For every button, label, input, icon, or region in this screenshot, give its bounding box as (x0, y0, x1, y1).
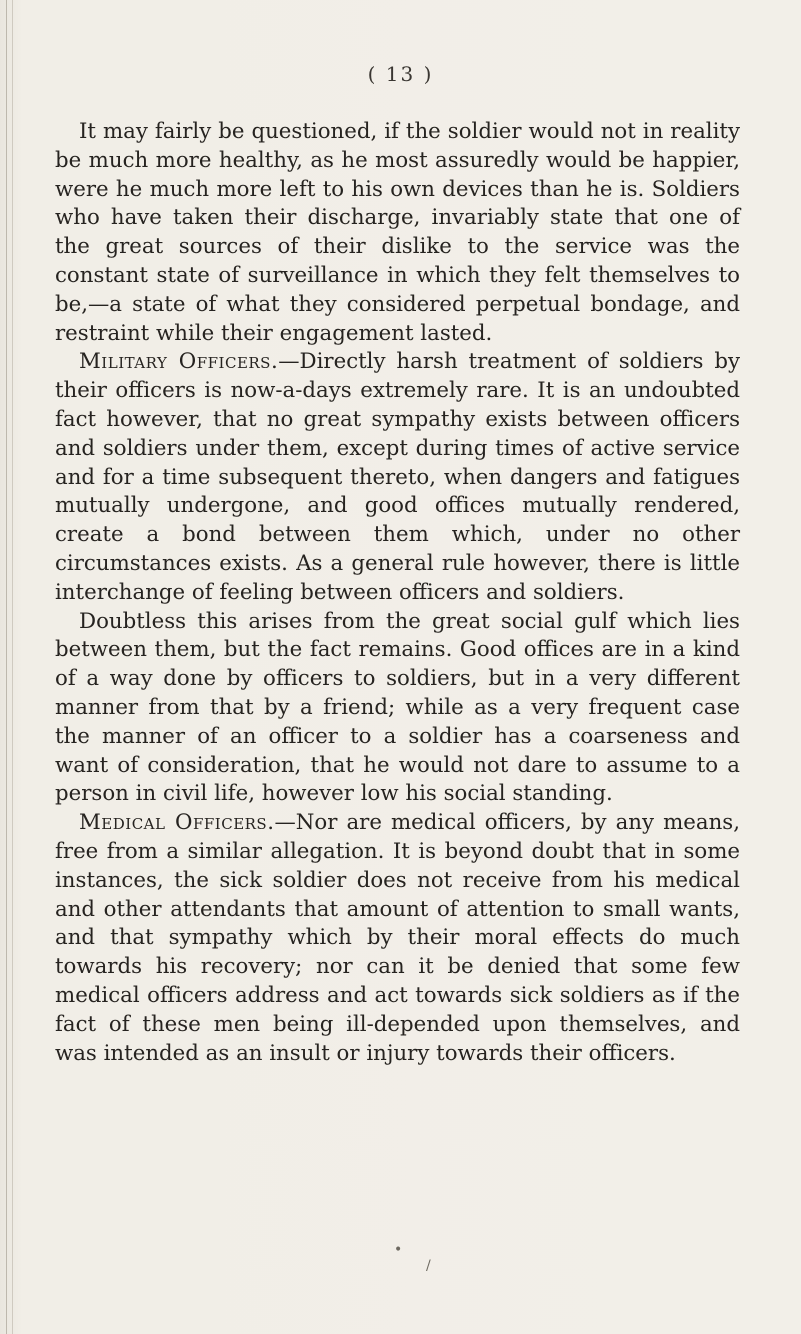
page-number: ( 13 ) (367, 62, 434, 86)
paragraph-military-officers-text: —Directly harsh treatment of soldiers by their officers is now-a-days extremely rare. It is an undoubted fact however, that no great sympathy exists between officers and soldiers under them, except during times of active service and for a time subsequent thereto, when dangers and fatigues mutually undergone, and good offices mutually rendered, create a bond between them which, under no other circumstances exists. As a general rule however, there is little interchange of feeling between officers and soldiers. (55, 349, 740, 605)
stray-ink-slash: / (426, 1258, 431, 1274)
stray-ink-dot: • (394, 1242, 403, 1258)
section-heading-military-officers: Military Officers. (79, 349, 279, 375)
paragraph-soldier-health: It may fairly be questioned, if the soldier would not in reality be much more healthy, as he most assuredly would be happier, were he much more left to his own devices than he is. Soldiers who have taken their discharge, invariably state that one of the great sources of their dislike to the service was the constant state of surveillance in which they felt themselves to be,—a state of what they considered perpetual bondage, and restraint while their engagement lasted. (55, 119, 740, 346)
paragraph-military-officers (55, 348, 740, 607)
section-heading-medical-officers: Medical Officers. (79, 810, 275, 836)
paragraph-medical-officers-text: —Nor are medical officers, by any means, free from a similar allegation. It is beyond doubt that in some instances, the sick soldier does not receive from his medical and other attendants that amount of attention to small wants, and that sympathy which by their moral effects do much towards his recovery; nor can it be denied that some few medical officers address and act towards sick soldiers as if the fact of these men being ill-depended upon themselves, and was intended as an insult or injury towards their officers. (55, 810, 740, 1066)
page-edge-line-inner (12, 0, 13, 1334)
body-text (55, 118, 740, 1068)
paragraph-medical-officers (55, 809, 740, 1068)
paragraph-social-gulf: Doubtless this arises from the great social gulf which lies between them, but the fact remains. Good offices are in a kind of a way done by officers to soldiers, but in a very different manner from that by a friend; while as a very frequent case the manner of an officer to a soldier has a coarseness and want of consideration, that he would not dare to assume to a person in civil life, however low his social standing. (55, 608, 740, 807)
page-edge-line (6, 0, 7, 1334)
